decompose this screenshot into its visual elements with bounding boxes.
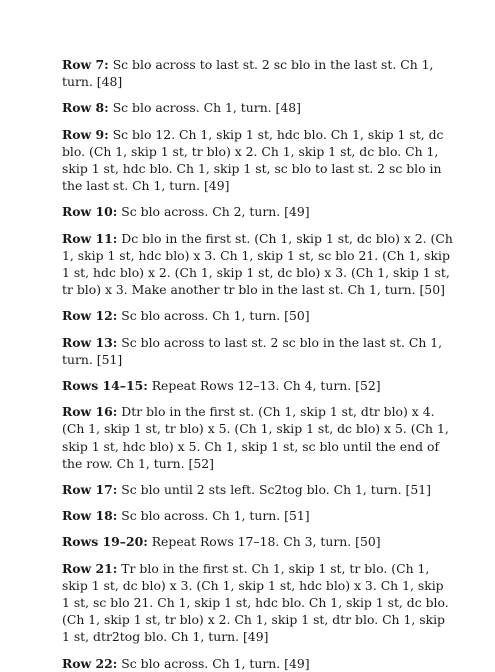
row-label: Row 10: bbox=[62, 204, 118, 220]
pattern-row-8 bbox=[62, 99, 455, 116]
row-text: Sc blo until 2 sts left. Sc2tog blo. Ch 1, turn. [51] bbox=[117, 482, 431, 498]
row-label: Row 7: bbox=[62, 57, 109, 72]
row-text: Sc blo across. Ch 1, turn. [51] bbox=[117, 508, 310, 524]
pattern-row-21 bbox=[62, 560, 455, 646]
pattern-row-11 bbox=[62, 230, 455, 299]
pattern-rows-19-20 bbox=[62, 533, 455, 550]
row-text: Sc blo across. Ch 1, turn. [50] bbox=[117, 308, 310, 324]
row-label: Row 22: bbox=[62, 655, 118, 671]
row-label: Rows 19–20: bbox=[62, 534, 148, 550]
row-text: Repeat Rows 17–18. Ch 3, turn. [50] bbox=[147, 534, 381, 550]
row-label: Row 9: bbox=[62, 126, 109, 142]
row-text: Sc blo across. Ch 2, turn. [49] bbox=[117, 204, 310, 220]
row-text: Repeat Rows 12–13. Ch 4, turn. [52] bbox=[147, 378, 381, 394]
pattern-row-17 bbox=[62, 481, 455, 498]
row-label: Row 21: bbox=[62, 560, 118, 576]
row-text: Dc blo in the first st. (Ch 1, skip 1 st, dc blo) x 2. (Ch 1, skip 1 st, hdc blo) x 3. Ch 1, skip 1 st, sc blo 21. (Ch 1, skip 1 st, hdc blo) x 2. (Ch 1, skip 1 st, dc blo) x 3. (Ch 1, skip 1 st, tr blo) x 3. Make another tr blo in the last st. Ch 1, turn. [50] bbox=[62, 230, 453, 298]
row-text: Tr blo in the first st. Ch 1, skip 1 st, tr blo. (Ch 1, skip 1 st, dc blo) x 3. (Ch 1, skip 1 st, hdc blo) x 3. Ch 1, skip 1 st, sc blo 21. Ch 1, skip 1 st, hdc blo. Ch 1, skip 1 st, dc blo. (Ch 1, skip 1 st, tr blo) x 2. Ch 1, skip 1 st, dtr blo. Ch 1, skip 1 st, dtr2tog blo. Ch 1, turn. [49] bbox=[62, 560, 449, 645]
row-label: Rows 14–15: bbox=[62, 378, 148, 394]
row-label: Row 11: bbox=[62, 230, 118, 246]
pattern-row-22 bbox=[62, 655, 455, 672]
row-label: Row 13: bbox=[62, 334, 118, 350]
pattern-row-16 bbox=[62, 403, 455, 472]
pattern-row-7 bbox=[62, 56, 455, 90]
pattern-row-9 bbox=[62, 126, 455, 195]
row-label: Row 8: bbox=[62, 100, 109, 116]
row-label: Row 12: bbox=[62, 308, 118, 324]
pattern-row-12 bbox=[62, 307, 455, 324]
pattern-row-18 bbox=[62, 507, 455, 524]
row-label: Row 17: bbox=[62, 482, 118, 498]
pattern-row-13 bbox=[62, 334, 455, 368]
row-label: Row 16: bbox=[62, 404, 118, 420]
row-text: Sc blo across to last st. 2 sc blo in the last st. Ch 1, turn. [48] bbox=[62, 57, 434, 90]
row-text: Dtr blo in the first st. (Ch 1, skip 1 st, dtr blo) x 4. (Ch 1, skip 1 st, tr blo) x 5. (Ch 1, skip 1 st, dc blo) x 5. (Ch 1, skip 1 st, hdc blo) x 5. Ch 1, skip 1 st, sc blo until the end of the row. Ch 1, turn. [52] bbox=[62, 404, 449, 471]
row-text: Sc blo across to last st. 2 sc blo in the last st. Ch 1, turn. [51] bbox=[62, 334, 443, 367]
row-label: Row 18: bbox=[62, 508, 118, 524]
pattern-row-10 bbox=[62, 203, 455, 220]
row-text: Sc blo 12. Ch 1, skip 1 st, hdc blo. Ch 1, skip 1 st, dc blo. (Ch 1, skip 1 st, tr blo) x 2. Ch 1, skip 1 st, dc blo. Ch 1, skip 1 st, hdc blo. Ch 1, skip 1 st, sc blo to last st. 2 sc blo in the last st. Ch 1, turn. [49] bbox=[62, 126, 444, 194]
pattern-rows-14-15 bbox=[62, 377, 455, 394]
row-text: Sc blo across. Ch 1, turn. [48] bbox=[108, 100, 301, 116]
row-text: Sc blo across. Ch 1, turn. [49] bbox=[117, 655, 310, 671]
